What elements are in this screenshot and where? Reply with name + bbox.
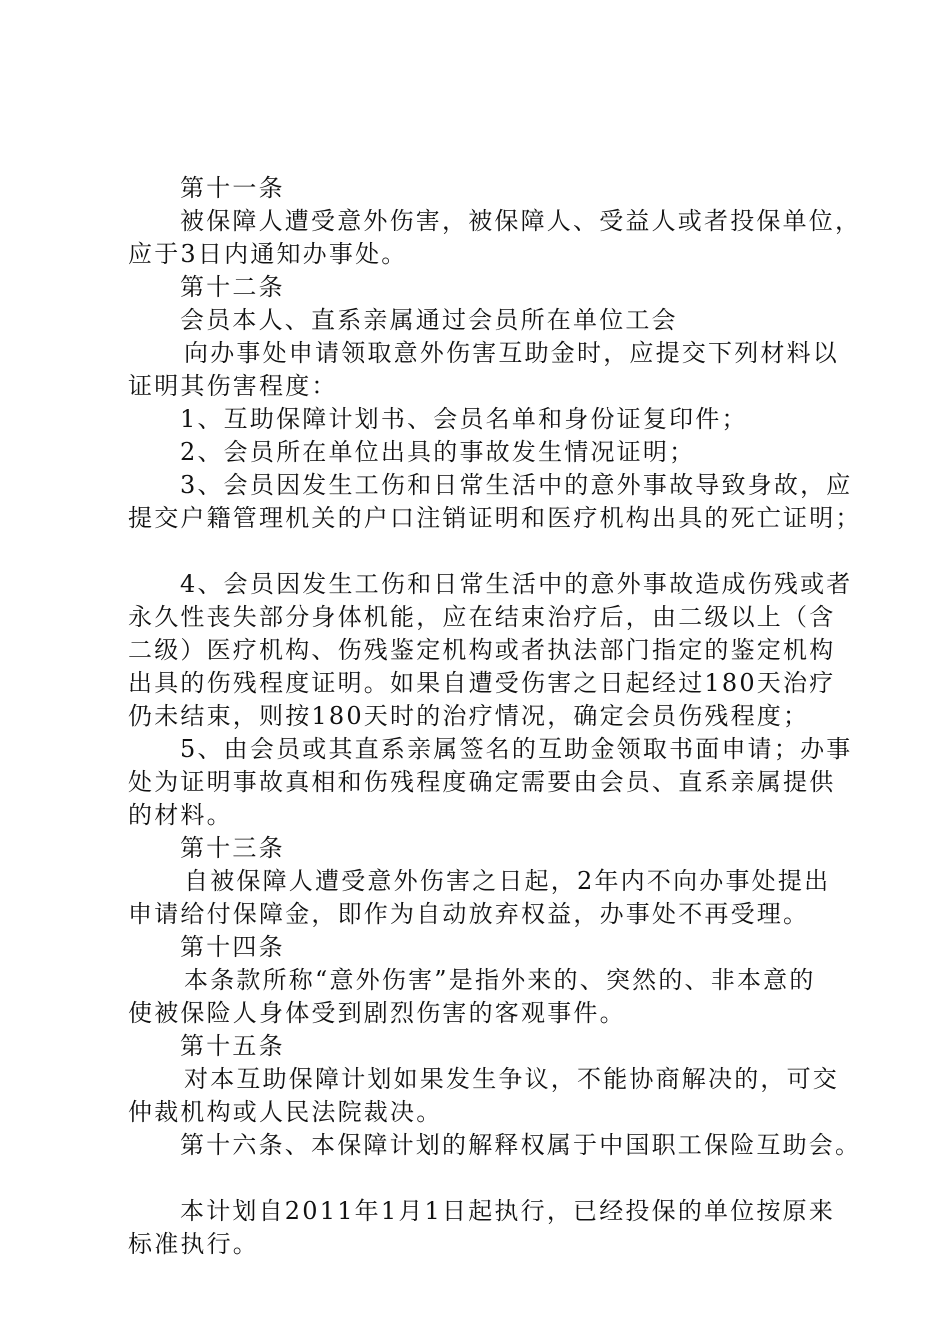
article-12-text: 会员本人、直系亲属通过会员所在单位工会 [180,306,678,334]
article-14-text: 本条款所称“意外伤害”是指外来的、突然的、非本意的 [184,966,816,994]
article-12-item-1: 1、互助保障计划书、会员名单和身份证复印件； [180,405,748,433]
effective-date-text: 本计划自2011年1月1日起执行，已经投保的单位按原来 [180,1197,836,1225]
spacer [128,535,838,568]
article-11-text-cont: 应于3日内通知办事处。 [128,240,408,268]
article-12-item-4-cont: 出具的伤残程度证明。如果自遭受伤害之日起经过180天治疗 [128,669,836,697]
article-14-text-cont: 使被保险人身体受到剧烈伤害的客观事件。 [128,999,626,1027]
article-12-text-cont: 证明其伤害程度： [128,372,338,400]
spacer [128,1162,838,1195]
article-13-text-cont: 申请给付保障金，即作为自动放弃权益，办事处不再受理。 [128,900,810,928]
article-15-text: 对本互助保障计划如果发生争议，不能协商解决的，可交 [184,1065,839,1093]
article-12-item-5-cont: 处为证明事故真相和伤残程度确定需要由会员、直系亲属提供 [128,768,836,796]
article-13-heading: 第十三条 [180,834,285,862]
article-12-item-3: 3、会员因发生工伤和日常生活中的意外事故导致身故，应 [180,471,853,499]
article-14-heading: 第十四条 [180,933,285,961]
article-16-text: 第十六条、本保障计划的解释权属于中国职工保险互助会。 [180,1131,862,1159]
article-12-item-5-cont: 的材料。 [128,801,233,829]
effective-date-text-cont: 标准执行。 [128,1230,259,1258]
article-11-text: 被保障人遭受意外伤害，被保障人、受益人或者投保单位， [180,207,862,235]
article-12-item-4-cont: 仍未结束，则按180天时的治疗情况，确定会员伤残程度； [128,702,810,730]
article-12-item-3-cont: 提交户籍管理机关的户口注销证明和医疗机构出具的死亡证明； [128,504,862,532]
article-12-item-4-cont: 永久性丧失部分身体机能，应在结束治疗后，由二级以上（含 [128,603,836,631]
article-15-text-cont: 仲裁机构或人民法院裁决。 [128,1098,443,1126]
article-12-item-2: 2、会员所在单位出具的事故发生情况证明； [180,438,696,466]
article-12-heading: 第十二条 [180,273,285,301]
article-12-item-4: 4、会员因发生工伤和日常生活中的意外事故造成伤残或者 [180,570,853,598]
article-12-text-cont: 向办事处申请领取意外伤害互助金时，应提交下列材料以 [184,339,839,367]
article-15-heading: 第十五条 [180,1032,285,1060]
article-11-heading: 第十一条 [180,174,285,202]
document-body [128,172,862,1261]
article-13-text: 自被保障人遭受意外伤害之日起，2年内不向办事处提出 [184,867,831,895]
article-12-item-5: 5、由会员或其直系亲属签名的互助金领取书面申请；办事 [180,735,853,763]
article-12-item-4-cont: 二级）医疗机构、伤残鉴定机构或者执法部门指定的鉴定机构 [128,636,836,664]
